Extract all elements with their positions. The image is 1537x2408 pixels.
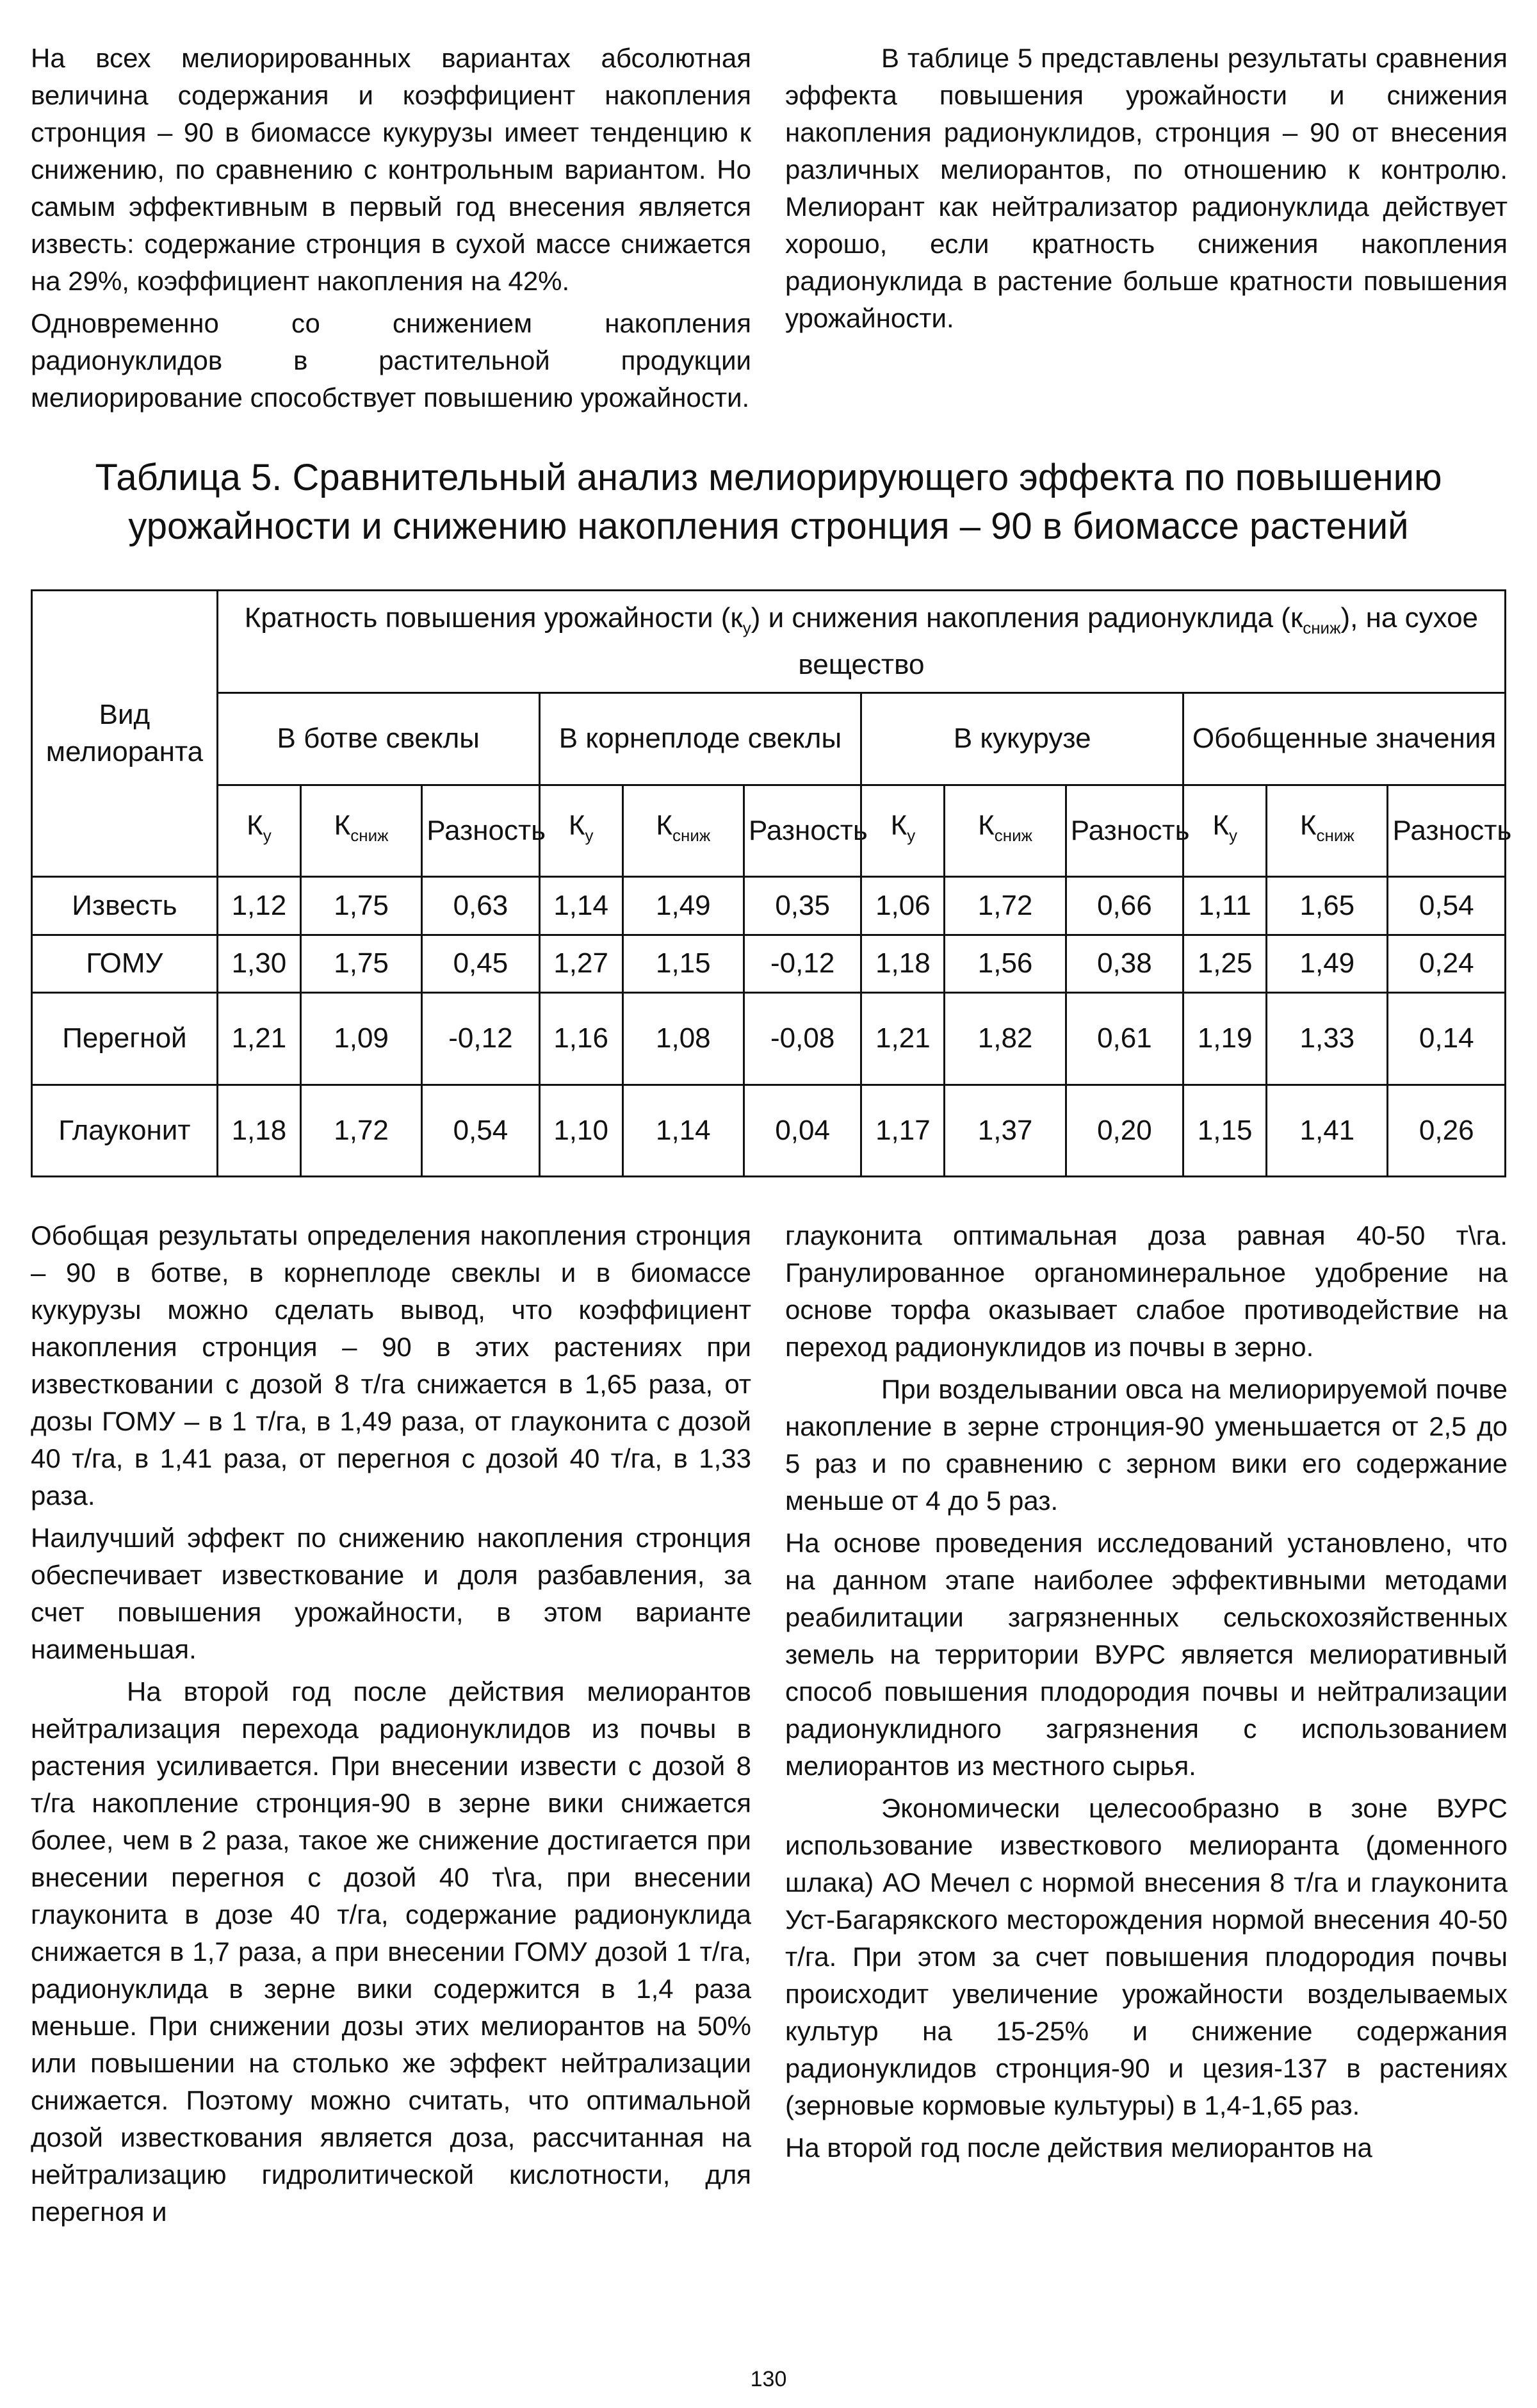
meliorant-name-cell: Перегной	[32, 993, 218, 1085]
table-cell: 0,20	[1066, 1085, 1183, 1176]
difference-header: Разность	[744, 785, 861, 876]
k-y-header: $К_у$	[1183, 785, 1267, 876]
group-header-cell: В кукурузе	[861, 693, 1183, 785]
k-y-header: $К_у$	[861, 785, 945, 876]
table-row	[32, 993, 1506, 1085]
difference-header: Разность	[1388, 785, 1506, 876]
meliorant-name-cell: ГОМУ	[32, 935, 218, 993]
table-cell: -0,12	[422, 993, 539, 1085]
table-cell: 0,14	[1388, 993, 1506, 1085]
paragraph: Обобщая результаты определения накопления стронция – 90 в ботве, в корнеплоде свеклы и в биомассе кукурузы можно сделать вывод, что коэффициент накопления стронция – 90 в этих растениях при известковании с дозой 8 т/га снижается в 1,65 раза, от дозы ГОМУ – в 1 т/га, в 1,49 раза, от глауконита с дозой 40 т/га, в 1,41 раза, от перегноя с дозой 40 т/га, в 1,33 раза.	[31, 1220, 751, 1511]
group-header-cell: В ботве свеклы	[217, 693, 539, 785]
table-row	[32, 876, 1506, 935]
paragraph: глауконита оптимальная доза равная 40-50 т\га. Гранулированное органоминеральное удобрение на основе торфа оказывает слабое противодействие на переход радионуклидов из почвы в зерно.	[785, 1220, 1508, 1362]
difference-header: Разность	[422, 785, 539, 876]
k-snizh-header: $К_{сниж}$	[1267, 785, 1388, 876]
table-cell: 1,30	[217, 935, 300, 993]
table-cell: 1,14	[539, 876, 622, 935]
row-header-cell: Вид мелиоранта	[32, 591, 218, 877]
table-cell: 1,65	[1267, 876, 1388, 935]
meliorant-name-cell: Глауконит	[32, 1085, 218, 1176]
text-column-top-left	[31, 40, 751, 422]
paragraph: Одновременно со снижением накопления радионуклидов в растительной продукции мелиорирование способствует повышению урожайности.	[31, 308, 751, 413]
results-table	[31, 589, 1512, 1177]
super-header-cell: Кратность повышения урожайности $(к_у)$ и снижения накопления радионуклида $(к_{сниж})$, на сухое вещество	[217, 591, 1505, 693]
table-row	[32, 935, 1506, 993]
table-cell: 1,49	[1267, 935, 1388, 993]
text-column-bottom-left	[31, 1217, 751, 2236]
table-cell: 1,16	[539, 993, 622, 1085]
table-cell: 1,19	[1183, 993, 1267, 1085]
page-number: 130	[750, 2367, 787, 2391]
table-cell: 1,75	[300, 935, 421, 993]
table-cell: 1,49	[622, 876, 744, 935]
group-header-cell: В корнеплоде свеклы	[539, 693, 861, 785]
table-cell: 1,72	[300, 1085, 421, 1176]
paragraph: При возделывании овса на мелиорируемой почве накопление в зерне стронция-90 уменьшается от 2,5 до 5 раз и по сравнению с зерном вики его содержание меньше от 4 до 5 раз.	[785, 1374, 1508, 1516]
k-snizh-header: $К_{сниж}$	[300, 785, 421, 876]
table-cell: 0,26	[1388, 1085, 1506, 1176]
table-row	[32, 1085, 1506, 1176]
table-cell: 1,14	[622, 1085, 744, 1176]
table-caption: Таблица 5. Сравнительный анализ мелиорирующего эффекта по повышению урожайности и снижению накопления стронция – 90 в биомассе растений	[95, 457, 1442, 547]
meliorant-name-cell: Известь	[32, 876, 218, 935]
table-cell: 0,24	[1388, 935, 1506, 993]
paragraph: На основе проведения исследований установлено, что на данном этапе наиболее эффективными методами реабилитации загрязненных сельскохозяйственных земель на территории ВУРС является мелиоративный способ повышения плодородия почвы и нейтрализации радионуклидного загрязнения с использованием мелиорантов из местного сырья.	[785, 1528, 1508, 1781]
table-cell: 1,33	[1267, 993, 1388, 1085]
table-cell: 1,11	[1183, 876, 1267, 935]
table-cell: 1,15	[622, 935, 744, 993]
difference-header: Разность	[1066, 785, 1183, 876]
table-cell: 1,21	[861, 993, 945, 1085]
paragraph: В таблице 5 представлены результаты сравнения эффекта повышения урожайности и снижения накопления радионуклидов, стронция – 90 от внесения различных мелиорантов, по отношению к контролю. Мелиорант как нейтрализатор радионуклида действует хорошо, если кратность снижения накопления радионуклида в растение больше кратности повышения урожайности.	[785, 43, 1508, 333]
paragraph: Наилучший эффект по снижению накопления стронция обеспечивает известкование и доля разбавления, за счет повышения урожайности, в этом варианте наименьшая.	[31, 1523, 751, 1664]
table-cell: 1,72	[945, 876, 1066, 935]
table-cell: 0,35	[744, 876, 861, 935]
table-cell: 0,61	[1066, 993, 1183, 1085]
table-cell: -0,12	[744, 935, 861, 993]
group-header-cell: Обобщенные значения	[1183, 693, 1506, 785]
table-cell: 1,75	[300, 876, 421, 935]
table-cell: 0,45	[422, 935, 539, 993]
table-cell: 1,18	[861, 935, 945, 993]
table-cell: 1,12	[217, 876, 300, 935]
table-cell: 1,82	[945, 993, 1066, 1085]
table-cell: 0,04	[744, 1085, 861, 1176]
k-snizh-header: $К_{сниж}$	[622, 785, 744, 876]
table-cell: 0,38	[1066, 935, 1183, 993]
table-cell: 1,18	[217, 1085, 300, 1176]
paragraph: На второй год после действия мелиорантов нейтрализация перехода радионуклидов из почвы в растения усиливается. При внесении извести с дозой 8 т/га накопление стронция-90 в зерне вики снижается более, чем в 2 раза, такое же снижение достигается при внесении перегноя с дозой 40 т\га, при внесении глауконита в дозе 40 т/га, содержание радионуклида снижается в 1,7 раза, а при внесении ГОМУ дозой 1 т/га, радионуклида в зерне вики содержится в 1,4 раза меньше. При снижении дозы этих мелиорантов на 50% или повышении на столько же эффект нейтрализации снижается. Поэтому можно считать, что оптимальной дозой известкования является доза, рассчитанная на нейтрализацию гидролитической кислотности, для перегноя и	[31, 1676, 751, 2227]
table-cell: 1,10	[539, 1085, 622, 1176]
k-y-header: $К_у$	[539, 785, 622, 876]
table-cell: 1,08	[622, 993, 744, 1085]
table-cell: 1,41	[1267, 1085, 1388, 1176]
table-cell: 1,06	[861, 876, 945, 935]
table-cell: 1,27	[539, 935, 622, 993]
text-column-bottom-right	[785, 1217, 1508, 2172]
table-cell: 1,09	[300, 993, 421, 1085]
table-cell: -0,08	[744, 993, 861, 1085]
table-cell: 0,63	[422, 876, 539, 935]
paragraph: Экономически целесообразно в зоне ВУРС использование известкового мелиоранта (доменного шлака) АО Мечел с нормой внесения 8 т/га и глауконита Уст-Багарякского месторождения нормой внесения 40-50 т/га. При этом за счет повышения плодородия почвы происходит увеличение урожайности возделываемых культур на 15-25% и снижение содержания радионуклидов стронция-90 и цезия-137 в растениях (зерновые кормовые культуры) в 1,4-1,65 раз.	[785, 1793, 1508, 2120]
table-cell: 1,17	[861, 1085, 945, 1176]
paragraph: На всех мелиорированных вариантах абсолютная величина содержания и коэффициент накопления стронция – 90 в биомассе кукурузы имеет тенденцию к снижению, по сравнению с контрольным вариантом. Но самым эффективным в первый год внесения является известь: содержание стронция в сухой массе снижается на 29%, коэффициент накопления на 42%.	[31, 43, 751, 296]
k-snizh-header: $К_{сниж}$	[945, 785, 1066, 876]
table-cell: 0,66	[1066, 876, 1183, 935]
table-body	[32, 876, 1506, 1176]
table-cell: 1,25	[1183, 935, 1267, 993]
table-cell: 1,15	[1183, 1085, 1267, 1176]
table-cell: 0,54	[422, 1085, 539, 1176]
paragraph: На второй год после действия мелиорантов на	[785, 2133, 1372, 2163]
table-cell: 1,21	[217, 993, 300, 1085]
text-column-top-right	[785, 40, 1508, 342]
sub-header-row	[32, 785, 1506, 876]
table-cell: 1,37	[945, 1085, 1066, 1176]
table-cell: 0,54	[1388, 876, 1506, 935]
table-cell: 1,56	[945, 935, 1066, 993]
k-y-header: $К_у$	[217, 785, 300, 876]
